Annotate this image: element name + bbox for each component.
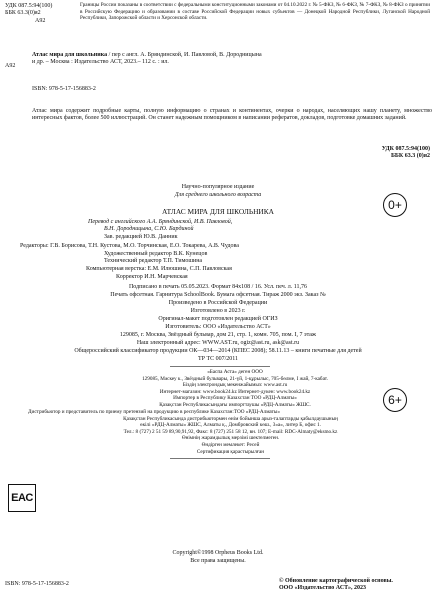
chief-editor: Зав. редакцией Ю.В. Данник (104, 233, 178, 240)
bib-title: Атлас мира для школьника (32, 52, 108, 58)
kaz-line: Интернет-магазин: www.book24.kz Интернет-дукен: www.book24.kz (159, 388, 311, 395)
kaz-line: Қазақстан Республикасында дистрибьютормен өнім бойынша арыз-талаптарды қабылдаушының (123, 415, 338, 422)
corrector: Корректор И.Н. Марчевская (116, 274, 188, 280)
udk-code: УДК 087.5:94(100) (5, 3, 53, 9)
print-made: Произведено в Российской Федерации (168, 300, 268, 306)
print-maker: Изготовитель: ООО «Издательство АСТ» (165, 324, 271, 330)
eac-mark-icon: EAC (8, 484, 36, 512)
audience: Для среднего школьного возраста (174, 192, 262, 198)
bib-record (32, 52, 432, 67)
kaz-line: Тел.: 8 (727) 2 51 59 89,90,91,92, Факс: 8 (727) 251 58 12, вн. 107; E-mail: RDC-Almaty@eksmo.kz (123, 428, 338, 435)
kaz-line: «Баспа Аста» деген ООО (207, 369, 263, 375)
tech-editor: Технический редактор Т.П. Тимошина (104, 258, 203, 265)
print-year: Изготовлено в 2023 г. (190, 308, 246, 314)
bbk-code: ББК 63.3(0)я2 (5, 10, 41, 17)
layout-staff: Компьютерная верстка: Е.М. Илюшина, С.П. Павловская (86, 266, 232, 272)
art-editor: Художественный редактор В.К. Кунецов (104, 251, 208, 257)
edition-title: АТЛАС МИРА ДЛЯ ШКОЛЬНИКА (161, 207, 275, 216)
header-codes (5, 3, 63, 25)
print-paper: Печать офсетная. Гарнитура SchoolBook. Бумага офсетная. Тираж 2000 экз. Заказ № (110, 292, 326, 298)
translation-line-2: В.Н. Дородницына, С.Ю. Бардиной (104, 226, 194, 233)
print-address: 129085, г. Москва, Звёздный бульвар, дом 21, стр. 1, комн. 705, пом. I, 7 этаж (119, 332, 317, 338)
translation-line-1: Перевод с английского А.А. Бряндинской, И.В. Павловой, (88, 219, 233, 225)
kaz-line: Қазақстан Республикасындағы импорттаушы «РДЦ-Алматы» ЖШС. (159, 401, 311, 408)
genre: Научно-популярное издание (181, 184, 255, 190)
kaz-line: Біздің электрондық мекенжайымыз: www.ast.ru (182, 382, 288, 389)
right-udk: УДК 087.5:94(100) (381, 146, 430, 152)
kaz-block-2 (28, 409, 433, 455)
kaz-line: Өндірген мемлекет: Ресей (201, 441, 260, 448)
bib-annotation: Атлас мира содержит подробные карты, полную информацию о странах и континентах, очерки о народах, населяющих нашу планету, множество интересных фактов, более 500 иллюстраций. Он станет надежным помощником в написании рефератов, докладов, подготовке домашних заданий. (32, 108, 432, 122)
print-signed: Подписано в печать 05.05.2023. Формат 84x108 / 16. Усл. печ. л. 11,76 (128, 284, 308, 290)
kaz-block (40, 369, 430, 409)
bib-code: А92 (5, 63, 16, 69)
right-codes (382, 146, 430, 161)
catalog-code: А92 (35, 17, 46, 24)
credits (88, 219, 388, 241)
print-orig: Оригинал-макет подготовлен редакцией ОГИЗ (158, 316, 278, 322)
footer-isbn: ISBN: 978-5-17-156883-2 (5, 581, 69, 587)
print-okp: Общероссийский классификатор продукции ОК—034—2014 (КПЕС 2008); 58.11.13 – книги печатные для детей (74, 348, 362, 354)
separator-bottom (170, 458, 270, 459)
kaz-line: өкілі «РДЦ-Алматы» ЖШС, Алматы қ., Домбровский көш., 3«а», литер Б, офис 1. (139, 422, 322, 429)
age-rating-6-badge: 6+ (383, 388, 407, 412)
kaz-line: 129085, Мәскеу к., Звёздный бульвары, 21-үй, 1-құрылыс, 705-бөлме, I жай, 7-кабат. (142, 375, 328, 382)
print-email: Наш электронный адрес: WWW.AST.ru, ogiz@ast.ru, ask@ast.ru (136, 340, 300, 346)
footer-carto: © Обновление картографической основы. (279, 578, 393, 584)
bib-authors: / пер с англ. А. Бряндинской, И. Павловой, В. Дородницына (107, 52, 262, 58)
footer-rights (279, 578, 429, 593)
bib-publisher: и др. – Москва : Издательство АСТ, 2023.– 112 с. : ил. (32, 59, 169, 66)
kaz-line: Сертификация қарастырылған (196, 448, 265, 455)
staff-list (104, 251, 207, 266)
copyright-line: Copyright©1998 Orpheus Books Ltd. (172, 550, 264, 556)
bib-isbn: ISBN: 978-5-17-156883-2 (32, 86, 96, 92)
footer-ast: ООО «Издательство АСТ», 2023 (279, 585, 367, 592)
borders-notice: Границы России показаны в соответствии с федеральными конституционными законами от 04.10.2022 г. № 5-ФКЗ, № 6-ФКЗ, № 7-ФКЗ, № 8-ФКЗ о принятии в Российскую Федерацию и образовании в составе Российской Федерации новых субъектов — Донецкой Народной Республики, Луганской Народной Республики, Запорожской области и Херсонской области. (80, 2, 430, 22)
kaz-line: Өнімнің жарамдылық мерзімі шектелмеген. (181, 435, 280, 442)
print-tr: ТР ТС 007/2011 (197, 356, 239, 362)
right-bbk: ББК 63.3 (0)я2 (390, 153, 430, 160)
editors-line: Редакторы: Г.В. Борисова, Т.Н. Кустова, М.О. Торчинская, Е.О. Токарева, А.В. Чудова (20, 243, 239, 249)
separator-top (170, 366, 270, 367)
age-rating-0-badge: 0+ (383, 193, 407, 217)
kaz-line: Дистрибьютор и представитель по приему претензий на продукцию в республике Казахстан:ТОО «РДЦ-Алматы» (28, 409, 280, 415)
rights-line: Все права защищены. (190, 558, 246, 564)
kaz-line: Импортер в Республику Казахстан ТОО «РДЦ-Алматы» (173, 395, 297, 402)
